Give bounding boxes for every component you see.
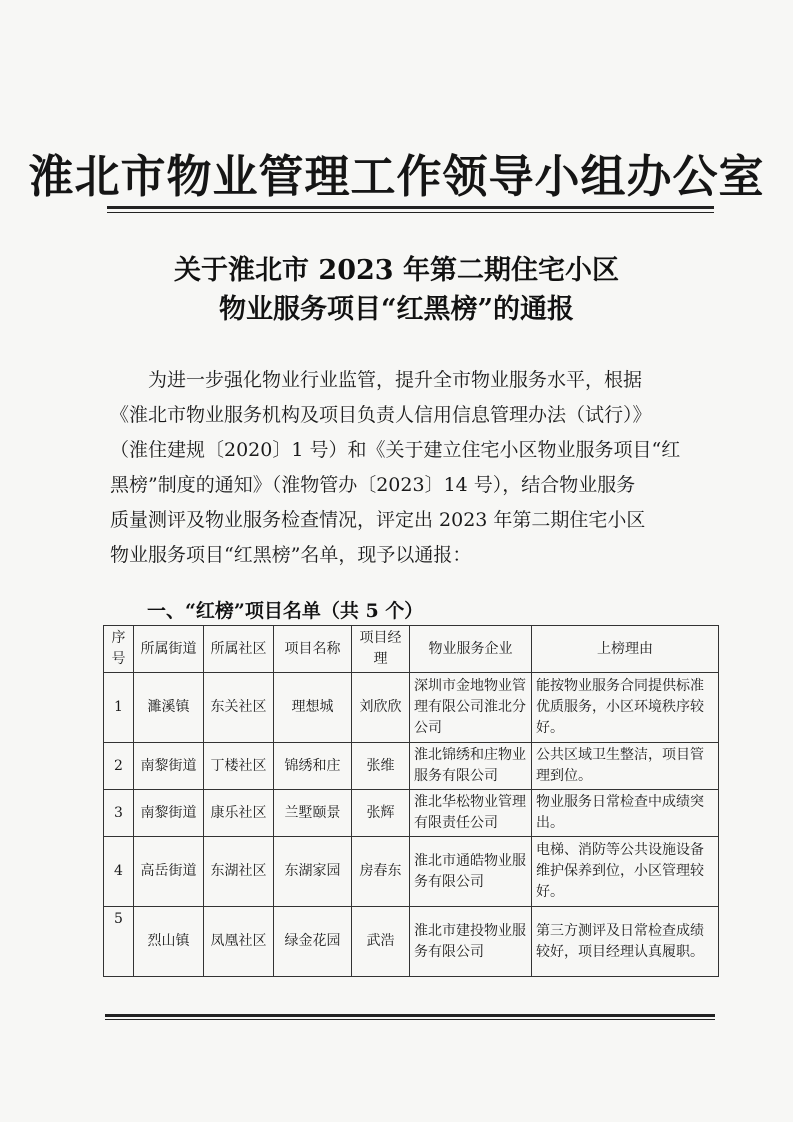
cell-community: 凤凰社区	[204, 907, 274, 977]
cell-reason: 物业服务日常检查中成绩突出。	[532, 790, 719, 837]
cell-project: 东湖家园	[274, 837, 352, 907]
cell-no: 3	[104, 790, 134, 837]
cell-street: 濉溪镇	[134, 673, 204, 743]
header-rule-thin	[107, 212, 714, 213]
cell-community: 丁楼社区	[204, 743, 274, 790]
title-line-1: 关于淮北市 2023 年第二期住宅小区	[174, 255, 619, 286]
intro-line: 质量测评及物业服务检查情况，评定出 2023 年第二期住宅小区	[110, 509, 646, 531]
cell-company: 淮北华松物业管理有限责任公司	[410, 790, 532, 837]
header-project: 项目名称	[274, 626, 352, 673]
intro-line: 《淮北市物业服务机构及项目负责人信用信息管理办法（试行）》	[110, 404, 652, 426]
cell-community: 东湖社区	[204, 837, 274, 907]
cell-company: 淮北市通皓物业服务有限公司	[410, 837, 532, 907]
cell-street: 南黎街道	[134, 743, 204, 790]
red-list-table	[103, 625, 719, 977]
header-manager: 项目经理	[352, 626, 410, 673]
cell-no: 4	[104, 837, 134, 907]
cell-street: 高岳街道	[134, 837, 204, 907]
cell-manager: 武浩	[352, 907, 410, 977]
cell-street: 烈山镇	[134, 907, 204, 977]
cell-manager: 刘欣欣	[352, 673, 410, 743]
table-row	[104, 837, 719, 907]
footer-rule-thick	[105, 1014, 715, 1017]
cell-company: 淮北锦绣和庄物业服务有限公司	[410, 743, 532, 790]
cell-community: 康乐社区	[204, 790, 274, 837]
title-line-2: 物业服务项目“红黑榜”的通报	[218, 294, 575, 325]
cell-project: 锦绣和庄	[274, 743, 352, 790]
table-row	[104, 907, 719, 977]
cell-no: 1	[104, 673, 134, 743]
cell-no: 5	[104, 907, 134, 977]
section-heading-red-list: 一、“红榜”项目名单（共 5 个）	[147, 600, 424, 622]
cell-community: 东关社区	[204, 673, 274, 743]
intro-paragraph	[110, 363, 710, 573]
header-company: 物业服务企业	[410, 626, 532, 673]
intro-line: 黑榜”制度的通知》（淮物管办〔2023〕14 号），结合物业服务	[110, 474, 636, 496]
cell-street: 南黎街道	[134, 790, 204, 837]
table-row	[104, 790, 719, 837]
cell-project: 绿金花园	[274, 907, 352, 977]
header-reason: 上榜理由	[532, 626, 719, 673]
header-community: 所属社区	[204, 626, 274, 673]
intro-line: 物业服务项目“红黑榜”名单，现予以通报：	[110, 544, 472, 566]
cell-reason: 第三方测评及日常检查成绩较好，项目经理认真履职。	[532, 907, 719, 977]
cell-company: 深圳市金地物业管理有限公司淮北分公司	[410, 673, 532, 743]
cell-manager: 张辉	[352, 790, 410, 837]
header-rule-thick	[107, 206, 714, 209]
cell-reason: 能按物业服务合同提供标准优质服务，小区环境秩序较好。	[532, 673, 719, 743]
cell-reason: 电梯、消防等公共设施设备维护保养到位，小区管理较好。	[532, 837, 719, 907]
table-row	[104, 743, 719, 790]
org-header: 淮北市物业管理工作领导小组办公室	[28, 150, 765, 203]
cell-project: 兰墅颐景	[274, 790, 352, 837]
header-street: 所属街道	[134, 626, 204, 673]
cell-reason: 公共区域卫生整洁，项目管理到位。	[532, 743, 719, 790]
cell-no: 2	[104, 743, 134, 790]
header-no: 序号	[104, 626, 134, 673]
intro-line: （淮住建规〔2020〕1 号）和《关于建立住宅小区物业服务项目“红	[110, 439, 681, 461]
cell-company: 淮北市建投物业服务有限公司	[410, 907, 532, 977]
cell-manager: 房春东	[352, 837, 410, 907]
footer-rule-thin	[105, 1019, 715, 1020]
cell-project: 理想城	[274, 673, 352, 743]
table-header-row	[104, 626, 719, 673]
intro-line: 为进一步强化物业行业监管，提升全市物业服务水平，根据	[148, 369, 643, 391]
cell-manager: 张维	[352, 743, 410, 790]
table-row	[104, 673, 719, 743]
